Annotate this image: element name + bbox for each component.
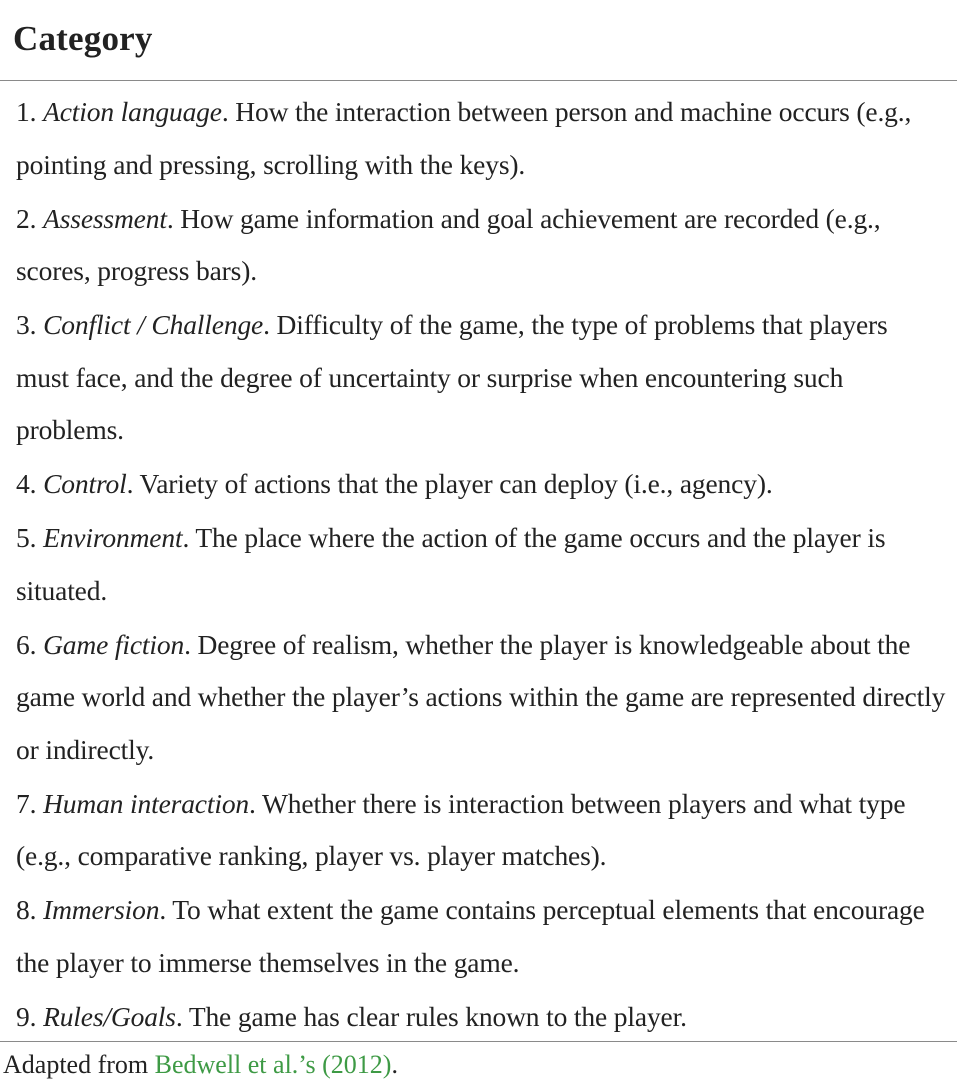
table-row <box>16 299 947 457</box>
table-body <box>0 81 957 1042</box>
row-term: Assessment <box>43 202 167 234</box>
row-number: 5. <box>16 522 44 553</box>
row-number: 8. <box>16 894 44 925</box>
table-row <box>16 991 947 1044</box>
row-term: Environment <box>43 522 183 553</box>
row-number: 7. <box>16 787 44 819</box>
row-number: 6. <box>16 628 44 660</box>
table-row <box>16 619 947 777</box>
citation-link[interactable]: Bedwell et al.’s (2012) <box>154 1050 392 1079</box>
row-description: . The game has clear rules known to the player. <box>175 1000 687 1032</box>
row-description: . Variety of actions that the player can deploy (i.e., agency). <box>126 468 773 499</box>
table-footnote <box>3 1050 398 1080</box>
table-row <box>16 193 947 298</box>
row-term: Game fiction <box>43 628 185 660</box>
row-number: 9. <box>16 1000 44 1032</box>
row-description: . To what extent the game contains perceptual elements that encourage the player to immerse themselves in the game. <box>16 894 925 978</box>
table-row <box>16 86 947 191</box>
row-description: . How the interaction between person and machine occurs (e.g., pointing and pressing, scrolling with the keys). <box>16 96 912 180</box>
row-description: . Whether there is interaction between players and what type (e.g., comparative ranking, player vs. player matches). <box>16 787 906 871</box>
row-term: Immersion <box>43 894 160 925</box>
row-term: Conflict / Challenge <box>43 309 264 340</box>
row-number: 3. <box>16 309 44 340</box>
row-number: 4. <box>16 468 44 499</box>
footnote-suffix: . <box>391 1050 398 1079</box>
row-term: Action language <box>43 96 222 127</box>
row-term: Control <box>43 468 127 499</box>
table-header <box>0 0 957 81</box>
table-row <box>16 512 947 617</box>
column-header-category: Category <box>13 19 153 58</box>
row-term: Human interaction <box>43 787 250 819</box>
table-row <box>16 778 947 883</box>
footnote-prefix: Adapted from <box>3 1050 155 1079</box>
row-description: . Degree of realism, whether the player is knowledgeable about the game world and whether the player’s actions within the game are represented directly or indirectly. <box>16 628 946 765</box>
row-description: . How game information and goal achievement are recorded (e.g., scores, progress bars). <box>16 202 881 286</box>
row-number: 2. <box>16 202 44 234</box>
row-description: . The place where the action of the game occurs and the player is situated. <box>16 522 886 606</box>
row-number: 1. <box>16 96 44 127</box>
table-row <box>16 884 947 989</box>
row-term: Rules/Goals <box>43 1000 176 1032</box>
row-description: . Difficulty of the game, the type of problems that players must face, and the degree of uncertainty or surprise when encountering such problems. <box>16 309 888 445</box>
table-row <box>16 458 947 511</box>
